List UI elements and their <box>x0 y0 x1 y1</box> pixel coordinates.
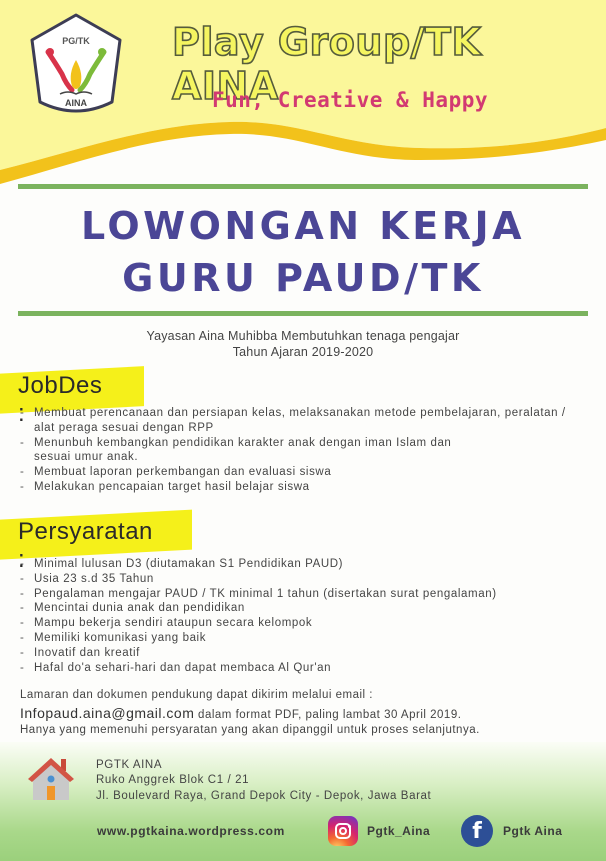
footer-org-name: PGTK AINA <box>96 759 163 771</box>
list-item: - Inovatif dan kreatif <box>20 646 600 661</box>
requirements-heading-text: Persyaratan : <box>18 518 153 573</box>
list-item: - Minimal lulusan D3 (diutamakan S1 Pendidikan PAUD) <box>20 557 600 572</box>
application-note: Hanya yang memenuhi persyaratan yang akan dipanggil untuk proses selanjutnya. <box>20 724 480 736</box>
list-item: - Membuat perencanaan dan persiapan kelas, melaksanakan metode pembelajaran, peralatan / alat peraga sesuai dengan RPP <box>20 406 580 436</box>
list-item: - Memiliki komunikasi yang baik <box>20 631 600 646</box>
page-title-line2: GURU PAUD/TK <box>122 256 484 300</box>
divider-bottom <box>18 311 588 316</box>
list-item: - Hafal do'a sehari-hari dan dapat membaca Al Qur'an <box>20 661 600 676</box>
house-icon <box>27 755 75 801</box>
facebook-handle[interactable]: Pgtk Aina <box>503 824 563 838</box>
list-item: - Usia 23 s.d 35 Tahun <box>20 572 600 587</box>
instagram-handle[interactable]: Pgtk_Aina <box>367 824 431 838</box>
list-item: - Pengalaman mengajar PAUD / TK minimal 1 tahun (disertakan surat pengalaman) <box>20 587 600 602</box>
list-item: - Melakukan pencapaian target hasil belajar siswa <box>20 480 580 495</box>
contact-email-link[interactable]: Infopaud.aina@gmail.com <box>20 705 195 721</box>
application-email-line <box>20 705 461 721</box>
jobdes-list <box>20 406 580 495</box>
school-logo <box>26 12 126 120</box>
list-item: - Mampu bekerja sendiri ataupun secara kelompok <box>20 616 600 631</box>
jobdes-heading-text: JobDes : <box>18 372 103 427</box>
application-instructions: Lamaran dan dokumen pendukung dapat dikirim melalui email : <box>20 689 373 701</box>
facebook-icon[interactable]: f <box>461 815 493 847</box>
application-deadline-text: dalam format PDF, paling lambat 30 April 2019. <box>194 709 462 721</box>
list-item: - Mencintai dunia anak dan pendidikan <box>20 601 600 616</box>
intro-text-line1: Yayasan Aina Muhibba Membutuhkan tenaga pengajar <box>146 329 460 343</box>
school-name-title: Play Group/TK AINA <box>172 20 482 108</box>
logo-top-text: PG/TK <box>62 36 90 46</box>
list-item: - Membuat laporan perkembangan dan evaluasi siswa <box>20 465 580 480</box>
footer <box>0 742 606 861</box>
page-title-line1: LOWONGAN KERJA <box>80 204 526 248</box>
divider-top <box>18 184 588 189</box>
instagram-icon[interactable] <box>328 816 358 846</box>
website-link[interactable]: www.pgtkaina.wordpress.com <box>97 824 285 838</box>
logo-bottom-text: AINA <box>65 98 87 108</box>
requirements-list <box>20 557 600 675</box>
footer-address-line1: Ruko Anggrek Blok C1 / 21 <box>96 774 250 786</box>
footer-address-line2: Jl. Boulevard Raya, Grand Depok City - Depok, Jawa Barat <box>96 790 432 802</box>
intro-text-line2: Tahun Ajaran 2019-2020 <box>232 345 374 359</box>
school-tagline: Fun, Creative & Happy <box>212 88 489 112</box>
list-item: - Menunbuh kembangkan pendidikan karakter anak dengan iman Islam dan sesuai umur anak. <box>20 436 490 466</box>
